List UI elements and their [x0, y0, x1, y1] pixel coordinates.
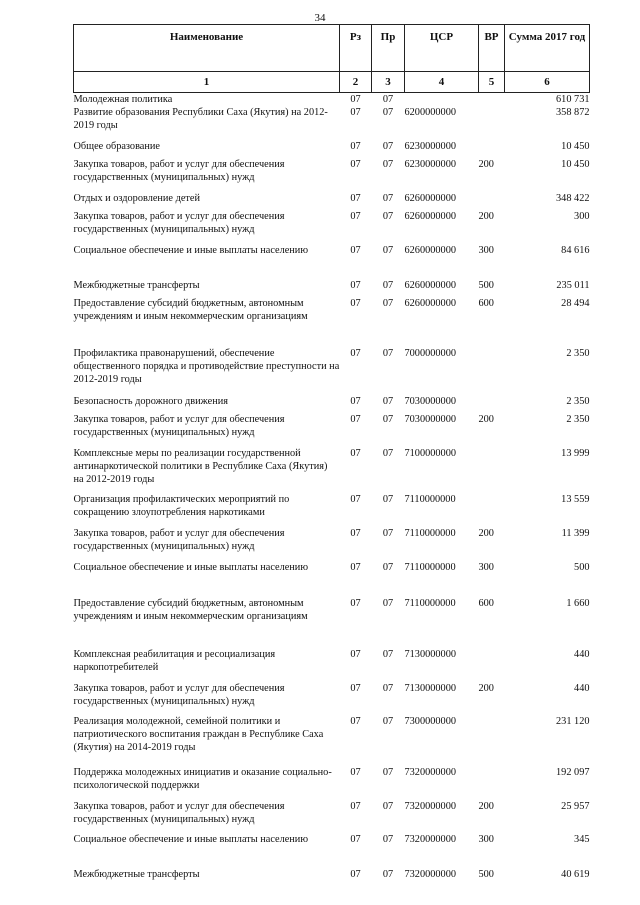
cell-name: Закупка товаров, работ и услуг для обеспечения государственных (муниципальных) нужд: [73, 528, 285, 552]
cell-pr: 07: [382, 834, 394, 845]
cell-rz: 07: [350, 159, 361, 170]
table-row: [74, 868, 590, 888]
cell-rz: 07: [350, 245, 361, 256]
cell-name: Реализация молодежной, семейной политики и патриотического воспитания граждан в Республике Саха (Якутия) на 2014-2019 годы: [73, 716, 324, 753]
cell-rz: 07: [350, 494, 361, 505]
cell-sum: 25 957: [561, 801, 590, 812]
cell-sum: 610 731: [556, 94, 590, 105]
table-row: [74, 561, 590, 597]
cell-name: Молодежная политика: [73, 94, 173, 105]
cell-vr: 600: [478, 298, 494, 309]
cell-pr: 07: [382, 414, 394, 425]
cell-rz: 07: [350, 141, 361, 152]
cell-pr: 07: [382, 448, 394, 459]
cell-csr: 7320000000: [404, 834, 456, 845]
cell-name: Развитие образования Республики Саха (Якутия) на 2012-2019 годы: [73, 107, 328, 131]
cell-vr: [479, 493, 505, 527]
cell-sum: 40 619: [561, 869, 590, 880]
cell-pr: 07: [382, 683, 394, 694]
cell-pr: 07: [382, 801, 394, 812]
cell-pr: 07: [382, 141, 394, 152]
cell-rz: 07: [350, 767, 361, 778]
cell-rz: 07: [350, 211, 361, 222]
table-row: [74, 447, 590, 493]
cell-sum: 2 350: [566, 414, 590, 425]
cell-rz: 07: [350, 298, 361, 309]
header-vr: ВР: [479, 25, 505, 72]
cell-csr: 7320000000: [404, 869, 456, 880]
cell-name: Социальное обеспечение и иные выплаты населению: [73, 834, 309, 845]
cell-csr: 6200000000: [404, 107, 456, 118]
cell-sum: 13 559: [561, 494, 590, 505]
cell-vr: [479, 93, 505, 107]
cell-rz: 07: [350, 528, 361, 539]
cell-vr: [479, 395, 505, 413]
column-number: 1: [74, 72, 340, 93]
cell-csr: 6260000000: [404, 211, 456, 222]
cell-vr: 200: [478, 211, 494, 222]
cell-name: Межбюджетные трансферты: [73, 869, 200, 880]
column-number-row: [74, 72, 590, 93]
cell-pr: 07: [382, 107, 394, 118]
cell-rz: 07: [350, 562, 361, 573]
cell-vr: [479, 648, 505, 682]
cell-rz: 07: [350, 94, 361, 105]
cell-name: Социальное обеспечение и иные выплаты населению: [73, 562, 309, 573]
cell-csr: 7110000000: [404, 494, 456, 505]
cell-vr: 200: [478, 801, 494, 812]
cell-name: Организация профилактических мероприятий по сокращению злоупотребления наркотиками: [73, 494, 290, 518]
table-row: [74, 395, 590, 413]
cell-vr: 200: [478, 528, 494, 539]
cell-sum: 235 011: [556, 280, 590, 291]
cell-pr: 07: [382, 494, 394, 505]
cell-name: Предоставление субсидий бюджетным, автономным учреждениям и иным некоммерческим организациям: [73, 298, 308, 322]
table-row: [74, 833, 590, 868]
cell-rz: 07: [350, 448, 361, 459]
cell-pr: 07: [382, 298, 394, 309]
table-row: [74, 527, 590, 561]
cell-name: Закупка товаров, работ и услуг для обеспечения государственных (муниципальных) нужд: [73, 211, 285, 235]
cell-pr: 07: [382, 598, 394, 609]
column-number: 6: [505, 72, 590, 93]
cell-sum: 84 616: [561, 245, 590, 256]
cell-rz: 07: [350, 834, 361, 845]
cell-name: Закупка товаров, работ и услуг для обеспечения государственных (муниципальных) нужд: [73, 159, 285, 183]
cell-sum: 192 097: [556, 767, 590, 778]
cell-name: Отдых и оздоровление детей: [73, 193, 200, 204]
cell-rz: 07: [350, 396, 361, 407]
cell-name: Общее образование: [73, 141, 160, 152]
cell-csr: 6230000000: [404, 159, 456, 170]
cell-vr: 500: [478, 869, 494, 880]
cell-pr: 07: [382, 767, 394, 778]
table-body: [74, 93, 590, 889]
cell-vr: 200: [478, 159, 494, 170]
cell-pr: 07: [382, 193, 394, 204]
table-row: [74, 158, 590, 192]
cell-csr: 7320000000: [404, 801, 456, 812]
cell-rz: 07: [350, 280, 361, 291]
cell-sum: 10 450: [561, 141, 590, 152]
cell-vr: 500: [478, 280, 494, 291]
cell-vr: 600: [478, 598, 494, 609]
cell-pr: 07: [382, 211, 394, 222]
table-row: [74, 347, 590, 395]
cell-vr: [479, 192, 505, 210]
cell-vr: [479, 715, 505, 766]
cell-csr: 7130000000: [404, 683, 456, 694]
cell-name: Профилактика правонарушений, обеспечение общественного порядка и противодействие преступности на 2012-2019 годы: [73, 348, 340, 385]
cell-name: Закупка товаров, работ и услуг для обеспечения государственных (муниципальных) нужд: [73, 801, 285, 825]
cell-vr: 200: [478, 683, 494, 694]
cell-name: Предоставление субсидий бюджетным, автономным учреждениям и иным некоммерческим организациям: [73, 598, 308, 622]
cell-vr: [479, 447, 505, 493]
column-number: 2: [340, 72, 372, 93]
cell-sum: 11 399: [561, 528, 590, 539]
cell-rz: 07: [350, 414, 361, 425]
cell-csr: 6260000000: [404, 298, 456, 309]
cell-rz: 07: [350, 801, 361, 812]
cell-sum: 440: [574, 683, 590, 694]
cell-sum: 28 494: [561, 298, 590, 309]
cell-csr: 6230000000: [404, 141, 456, 152]
column-number: 3: [372, 72, 405, 93]
cell-rz: 07: [350, 649, 361, 660]
cell-sum: 300: [574, 211, 590, 222]
cell-pr: 07: [382, 396, 394, 407]
cell-sum: 2 350: [566, 396, 590, 407]
table-row: [74, 93, 590, 107]
table-row: [74, 800, 590, 833]
table-row: [74, 106, 590, 140]
cell-vr: 300: [478, 834, 494, 845]
table-row: [74, 192, 590, 210]
cell-rz: 07: [350, 598, 361, 609]
cell-name: Безопасность дорожного движения: [73, 396, 228, 407]
cell-sum: 348 422: [556, 193, 590, 204]
table-row: [74, 140, 590, 158]
cell-vr: [479, 140, 505, 158]
cell-vr: 300: [478, 245, 494, 256]
cell-pr: 07: [382, 528, 394, 539]
cell-csr: 7130000000: [404, 649, 456, 660]
table-row: [74, 648, 590, 682]
header-sum: Сумма 2017 год: [505, 25, 590, 72]
cell-csr: 6260000000: [404, 280, 456, 291]
cell-sum: 1 660: [566, 598, 590, 609]
cell-name: Поддержка молодежных инициатив и оказание социально-психологической поддержки: [73, 767, 332, 791]
header-name: Наименование: [74, 25, 340, 72]
cell-csr: 7030000000: [404, 414, 456, 425]
table-row: [74, 682, 590, 715]
table-row: [74, 413, 590, 447]
header-row: [74, 25, 590, 72]
cell-vr: 200: [478, 414, 494, 425]
cell-sum: 345: [574, 834, 590, 845]
cell-sum: 13 999: [561, 448, 590, 459]
cell-name: Социальное обеспечение и иные выплаты населению: [73, 245, 309, 256]
cell-pr: 07: [382, 716, 394, 727]
table-row: [74, 597, 590, 648]
cell-name: Комплексные меры по реализации государственной антинаркотической политики в Республике Саха (Якутия) на 2012-2019 годы: [73, 448, 328, 485]
cell-pr: 07: [382, 280, 394, 291]
cell-vr: [479, 347, 505, 395]
cell-csr: 7000000000: [404, 348, 456, 359]
cell-sum: 440: [574, 649, 590, 660]
cell-pr: 07: [382, 869, 394, 880]
cell-rz: 07: [350, 193, 361, 204]
table-row: [74, 766, 590, 800]
page-number: 34: [314, 12, 326, 24]
cell-rz: 07: [350, 107, 361, 118]
header-rz: Рз: [340, 25, 372, 72]
cell-sum: 500: [574, 562, 590, 573]
cell-vr: [479, 766, 505, 800]
table-row: [74, 715, 590, 766]
table-row: [74, 244, 590, 279]
cell-csr: [405, 93, 479, 107]
column-number: 5: [479, 72, 505, 93]
cell-csr: 7100000000: [404, 448, 456, 459]
table-row: [74, 493, 590, 527]
column-number: 4: [405, 72, 479, 93]
cell-pr: 07: [382, 159, 394, 170]
cell-vr: 300: [478, 562, 494, 573]
cell-pr: 07: [382, 649, 394, 660]
cell-name: Закупка товаров, работ и услуг для обеспечения государственных (муниципальных) нужд: [73, 414, 285, 438]
cell-csr: 7030000000: [404, 396, 456, 407]
cell-sum: 231 120: [556, 716, 590, 727]
cell-csr: 6260000000: [404, 193, 456, 204]
cell-csr: 7300000000: [404, 716, 456, 727]
cell-sum: 358 872: [556, 107, 590, 118]
cell-sum: 10 450: [561, 159, 590, 170]
cell-pr: 07: [382, 348, 394, 359]
cell-rz: 07: [350, 683, 361, 694]
table-row: [74, 279, 590, 297]
cell-csr: 7110000000: [404, 598, 456, 609]
cell-csr: 7110000000: [404, 562, 456, 573]
cell-name: Комплексная реабилитация и ресоциализация наркопотребителей: [73, 649, 276, 673]
cell-csr: 7110000000: [404, 528, 456, 539]
header-csr: ЦСР: [405, 25, 479, 72]
cell-vr: [479, 106, 505, 140]
cell-pr: 07: [382, 94, 394, 105]
cell-rz: 07: [350, 716, 361, 727]
cell-csr: 6260000000: [404, 245, 456, 256]
cell-csr: 7320000000: [404, 767, 456, 778]
table-row: [74, 297, 590, 347]
cell-rz: 07: [350, 869, 361, 880]
cell-name: Закупка товаров, работ и услуг для обеспечения государственных (муниципальных) нужд: [73, 683, 285, 707]
cell-sum: 2 350: [566, 348, 590, 359]
cell-rz: 07: [350, 348, 361, 359]
header-pr: Пр: [372, 25, 405, 72]
cell-pr: 07: [382, 245, 394, 256]
cell-pr: 07: [382, 562, 394, 573]
table-row: [74, 210, 590, 244]
cell-name: Межбюджетные трансферты: [73, 280, 200, 291]
budget-table: [73, 24, 590, 888]
